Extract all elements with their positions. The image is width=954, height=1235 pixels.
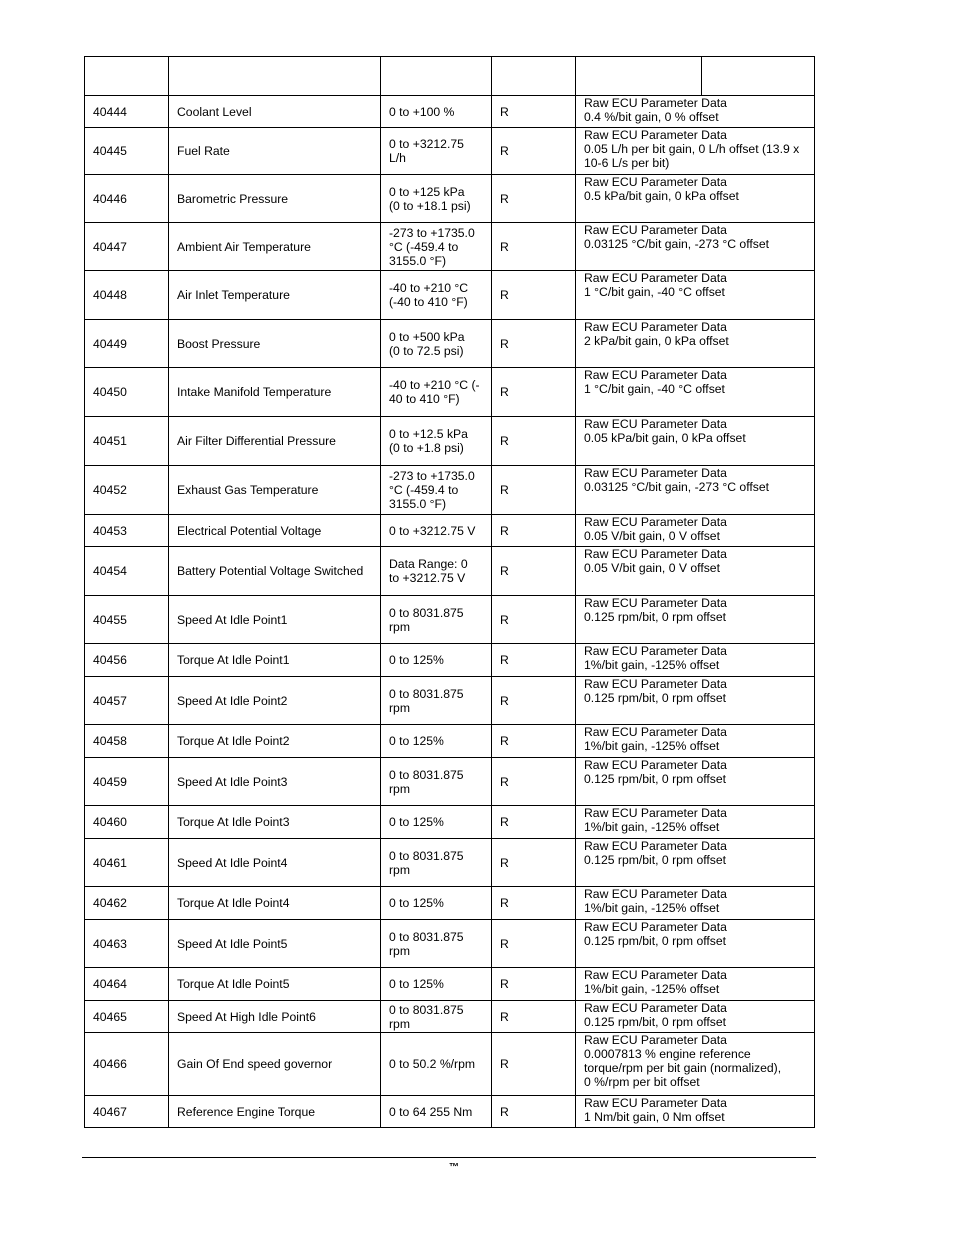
access-cell: R	[492, 515, 576, 547]
parameter-name-cell: Barometric Pressure	[169, 175, 381, 223]
parameter-name-cell: Torque At Idle Point1	[169, 644, 381, 677]
range-cell: 0 to 8031.875 rpm	[381, 758, 492, 806]
access-cell: R	[492, 644, 576, 677]
access-cell: R	[492, 725, 576, 758]
range-cell: 0 to 8031.875 rpm	[381, 596, 492, 644]
description-cell: Raw ECU Parameter Data 1 °C/bit gain, -40 °C offset	[576, 368, 815, 417]
table-row	[85, 1001, 815, 1033]
register-cell: 40455	[85, 596, 169, 644]
parameter-name-cell: Speed At Idle Point4	[169, 839, 381, 887]
description-cell: Raw ECU Parameter Data 0.5 kPa/bit gain, 0 kPa offset	[576, 175, 815, 223]
table-row	[85, 839, 815, 887]
register-cell: 40466	[85, 1033, 169, 1096]
register-cell: 40460	[85, 806, 169, 839]
access-cell: R	[492, 466, 576, 515]
range-cell: 0 to +3212.75 L/h	[381, 128, 492, 175]
header-cell	[576, 57, 702, 96]
parameter-name-cell: Battery Potential Voltage Switched	[169, 547, 381, 596]
range-cell: 0 to +125 kPa (0 to +18.1 psi)	[381, 175, 492, 223]
register-cell: 40461	[85, 839, 169, 887]
trademark-symbol: ™	[449, 1162, 459, 1173]
description-cell: Raw ECU Parameter Data 0.125 rpm/bit, 0 rpm offset	[576, 677, 815, 725]
range-cell: 0 to +100 %	[381, 96, 492, 128]
access-cell: R	[492, 887, 576, 920]
parameter-name-cell: Torque At Idle Point3	[169, 806, 381, 839]
range-cell: 0 to 125%	[381, 968, 492, 1001]
register-cell: 40444	[85, 96, 169, 128]
description-cell: Raw ECU Parameter Data 1%/bit gain, -125% offset	[576, 725, 815, 758]
access-cell: R	[492, 1033, 576, 1096]
range-cell: 0 to 125%	[381, 644, 492, 677]
parameter-name-cell: Speed At Idle Point1	[169, 596, 381, 644]
register-cell: 40447	[85, 223, 169, 271]
parameter-name-cell: Speed At Idle Point2	[169, 677, 381, 725]
parameter-name-cell: Torque At Idle Point5	[169, 968, 381, 1001]
header-cell	[85, 57, 169, 96]
register-cell: 40453	[85, 515, 169, 547]
description-cell: Raw ECU Parameter Data 0.125 rpm/bit, 0 rpm offset	[576, 758, 815, 806]
header-cell	[492, 57, 576, 96]
table-row	[85, 758, 815, 806]
access-cell: R	[492, 96, 576, 128]
register-cell: 40464	[85, 968, 169, 1001]
range-cell: 0 to 50.2 %/rpm	[381, 1033, 492, 1096]
parameter-name-cell: Speed At Idle Point3	[169, 758, 381, 806]
range-cell: 0 to 8031.875 rpm	[381, 1001, 492, 1033]
description-cell: Raw ECU Parameter Data 1%/bit gain, -125% offset	[576, 806, 815, 839]
table-row	[85, 223, 815, 271]
description-cell: Raw ECU Parameter Data 1 Nm/bit gain, 0 Nm offset	[576, 1096, 815, 1128]
access-cell: R	[492, 128, 576, 175]
table-header-row	[85, 57, 815, 96]
description-cell: Raw ECU Parameter Data 1 °C/bit gain, -40 °C offset	[576, 271, 815, 320]
range-cell: -40 to +210 °C (-40 to 410 °F)	[381, 271, 492, 320]
description-cell: Raw ECU Parameter Data 0.05 V/bit gain, 0 V offset	[576, 515, 815, 547]
register-cell: 40449	[85, 320, 169, 368]
access-cell: R	[492, 839, 576, 887]
access-cell: R	[492, 677, 576, 725]
table-row	[85, 96, 815, 128]
description-cell: Raw ECU Parameter Data 0.125 rpm/bit, 0 rpm offset	[576, 920, 815, 968]
range-cell: -273 to +1735.0 °C (-459.4 to 3155.0 °F)	[381, 466, 492, 515]
register-cell: 40452	[85, 466, 169, 515]
range-cell: 0 to 125%	[381, 887, 492, 920]
table-row	[85, 887, 815, 920]
register-cell: 40446	[85, 175, 169, 223]
table-row	[85, 1033, 815, 1096]
access-cell: R	[492, 417, 576, 466]
access-cell: R	[492, 1001, 576, 1033]
description-cell: Raw ECU Parameter Data 0.03125 °C/bit gain, -273 °C offset	[576, 223, 815, 271]
description-cell: Raw ECU Parameter Data 1%/bit gain, -125% offset	[576, 644, 815, 677]
parameter-name-cell: Speed At Idle Point5	[169, 920, 381, 968]
range-cell: 0 to +3212.75 V	[381, 515, 492, 547]
footer-rule	[82, 1157, 816, 1158]
register-table	[84, 56, 815, 1128]
register-cell: 40456	[85, 644, 169, 677]
access-cell: R	[492, 320, 576, 368]
register-cell: 40458	[85, 725, 169, 758]
parameter-name-cell: Reference Engine Torque	[169, 1096, 381, 1128]
table-row	[85, 320, 815, 368]
range-cell: 0 to +12.5 kPa (0 to +1.8 psi)	[381, 417, 492, 466]
range-cell: 0 to 64 255 Nm	[381, 1096, 492, 1128]
description-cell: Raw ECU Parameter Data 0.4 %/bit gain, 0 % offset	[576, 96, 815, 128]
parameter-name-cell: Torque At Idle Point4	[169, 887, 381, 920]
register-cell: 40454	[85, 547, 169, 596]
table-row	[85, 175, 815, 223]
access-cell: R	[492, 368, 576, 417]
table-row	[85, 644, 815, 677]
table-row	[85, 920, 815, 968]
register-cell: 40451	[85, 417, 169, 466]
parameter-name-cell: Speed At High Idle Point6	[169, 1001, 381, 1033]
description-cell: Raw ECU Parameter Data 0.03125 °C/bit gain, -273 °C offset	[576, 466, 815, 515]
access-cell: R	[492, 175, 576, 223]
range-cell: 0 to +500 kPa (0 to 72.5 psi)	[381, 320, 492, 368]
parameter-name-cell: Ambient Air Temperature	[169, 223, 381, 271]
register-cell: 40450	[85, 368, 169, 417]
description-cell: Raw ECU Parameter Data 0.0007813 % engine reference torque/rpm per bit gain (normalized), 0 %/rpm per bit offset	[576, 1033, 815, 1096]
access-cell: R	[492, 271, 576, 320]
table-row	[85, 677, 815, 725]
register-cell: 40463	[85, 920, 169, 968]
table-row	[85, 1096, 815, 1128]
access-cell: R	[492, 223, 576, 271]
range-cell: -273 to +1735.0 °C (-459.4 to 3155.0 °F)	[381, 223, 492, 271]
access-cell: R	[492, 920, 576, 968]
register-cell: 40445	[85, 128, 169, 175]
register-cell: 40457	[85, 677, 169, 725]
table-row	[85, 466, 815, 515]
access-cell: R	[492, 806, 576, 839]
table-row	[85, 128, 815, 175]
range-cell: Data Range: 0 to +3212.75 V	[381, 547, 492, 596]
table-row	[85, 368, 815, 417]
description-cell: Raw ECU Parameter Data 0.05 kPa/bit gain, 0 kPa offset	[576, 417, 815, 466]
access-cell: R	[492, 968, 576, 1001]
range-cell: 0 to 8031.875 rpm	[381, 920, 492, 968]
register-cell: 40462	[85, 887, 169, 920]
parameter-name-cell: Intake Manifold Temperature	[169, 368, 381, 417]
access-cell: R	[492, 596, 576, 644]
access-cell: R	[492, 1096, 576, 1128]
parameter-name-cell: Air Filter Differential Pressure	[169, 417, 381, 466]
table-row	[85, 725, 815, 758]
range-cell: 0 to 8031.875 rpm	[381, 839, 492, 887]
description-cell: Raw ECU Parameter Data 1%/bit gain, -125% offset	[576, 887, 815, 920]
table-row	[85, 271, 815, 320]
parameter-name-cell: Exhaust Gas Temperature	[169, 466, 381, 515]
table-row	[85, 515, 815, 547]
header-cell	[381, 57, 492, 96]
register-cell: 40465	[85, 1001, 169, 1033]
register-cell: 40448	[85, 271, 169, 320]
range-cell: 0 to 125%	[381, 725, 492, 758]
parameter-name-cell: Air Inlet Temperature	[169, 271, 381, 320]
description-cell: Raw ECU Parameter Data 2 kPa/bit gain, 0 kPa offset	[576, 320, 815, 368]
range-cell: 0 to 125%	[381, 806, 492, 839]
range-cell: 0 to 8031.875 rpm	[381, 677, 492, 725]
table-row	[85, 547, 815, 596]
table-row	[85, 596, 815, 644]
description-cell: Raw ECU Parameter Data 0.125 rpm/bit, 0 rpm offset	[576, 839, 815, 887]
parameter-name-cell: Gain Of End speed governor	[169, 1033, 381, 1096]
register-cell: 40459	[85, 758, 169, 806]
parameter-name-cell: Fuel Rate	[169, 128, 381, 175]
parameter-name-cell: Coolant Level	[169, 96, 381, 128]
table-row	[85, 968, 815, 1001]
access-cell: R	[492, 547, 576, 596]
table-row	[85, 806, 815, 839]
header-cell	[702, 57, 815, 96]
parameter-name-cell: Boost Pressure	[169, 320, 381, 368]
access-cell: R	[492, 758, 576, 806]
description-cell: Raw ECU Parameter Data 0.05 L/h per bit gain, 0 L/h offset (13.9 x 10-6 L/s per bit)	[576, 128, 815, 175]
description-cell: Raw ECU Parameter Data 0.125 rpm/bit, 0 rpm offset	[576, 1001, 815, 1033]
description-cell: Raw ECU Parameter Data 0.05 V/bit gain, 0 V offset	[576, 547, 815, 596]
parameter-name-cell: Electrical Potential Voltage	[169, 515, 381, 547]
table-row	[85, 417, 815, 466]
header-cell	[169, 57, 381, 96]
range-cell: -40 to +210 °C (- 40 to 410 °F)	[381, 368, 492, 417]
description-cell: Raw ECU Parameter Data 1%/bit gain, -125% offset	[576, 968, 815, 1001]
register-table-body	[85, 57, 815, 1128]
parameter-name-cell: Torque At Idle Point2	[169, 725, 381, 758]
description-cell: Raw ECU Parameter Data 0.125 rpm/bit, 0 rpm offset	[576, 596, 815, 644]
register-cell: 40467	[85, 1096, 169, 1128]
